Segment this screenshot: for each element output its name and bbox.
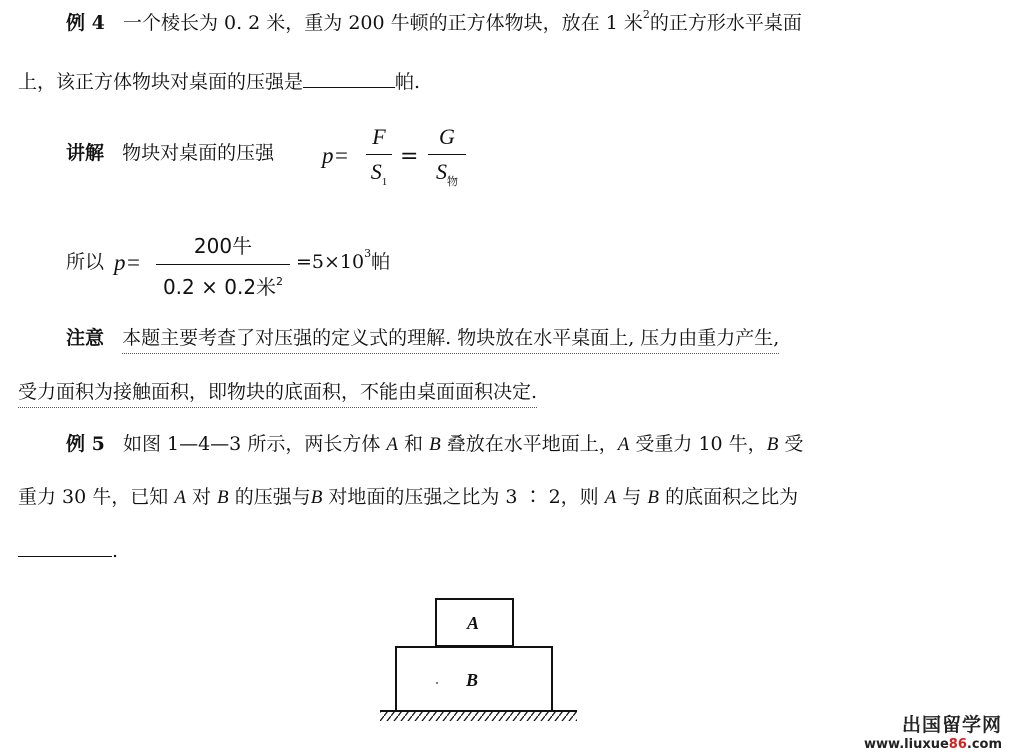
example-5-label: 例 5 [66,433,105,455]
var-b: B [429,434,441,455]
example-4-text-1b: 的正方形水平桌面 [649,12,802,34]
example-4-line-1 [66,8,802,34]
answer-blank-ex4 [303,87,395,88]
block-b-dot [436,682,438,684]
note-text-2: 受力面积为接触面积，即物块的底面积，不能由桌面面积决定. [18,381,537,408]
note-label: 注意 [66,327,105,349]
note-line-2 [18,383,537,402]
explanation-text: 物块对桌面的压强 [122,142,275,164]
therefore-label: 所以 [66,251,105,273]
fraction-f-denominator: $S_1$ [370,159,388,188]
explanation-equals: = [400,144,419,169]
therefore-result: $=5\times 10^3$帕 [296,247,391,273]
example-4-text-2b: 帕. [395,71,421,93]
example-4-text-1a: 一个棱长为 0. 2 米，重为 200 牛顿的正方体物块，放在 1 米 [122,12,643,34]
explanation-line [66,144,274,163]
example-5-line-1: 例 5 如图 1—4—3 所示，两长方体 A 和 B 叠放在水平地面上，A 受重力 10 牛，B 受 [66,433,804,455]
fraction-pressure [156,230,290,300]
example-4-exponent: 2 [642,8,650,21]
note-text-1: 本题主要考查了对压强的定义式的理解. 物块放在水平桌面上, 压力由重力产生, [122,327,779,354]
answer-blank-ex5 [18,556,112,557]
fraction-g-over-s [428,124,466,188]
watermark-url: www.liuxue86.com [864,737,1002,752]
example-4-text-2a: 上，该正方体物块对桌面的压强是 [18,71,304,93]
fraction-f-numerator: F [372,124,386,149]
example-5-line-2: 重力 30 牛，已知 A 对 B 的压强与B 对地面的压强之比为 3 ∶ 2，则 A 与 B 的底面积之比为 [18,486,799,508]
explanation-label: 讲解 [66,142,105,164]
note-line-1 [66,329,779,348]
pressure-denominator: 0.2 × 0.2米$^2$ [162,275,284,299]
var-a: A [386,434,398,455]
example-4-label: 例 4 [66,12,105,34]
block-b-label: B [466,670,479,690]
fraction-g-numerator: G [439,124,455,149]
pressure-numerator: 200牛 [193,234,253,258]
fraction-f-over-s1 [366,124,392,188]
watermark [864,710,1002,752]
watermark-cn: 出国留学网 [901,714,1002,736]
figure-stacked-blocks [370,590,590,730]
example-5-line-3: . [18,542,118,561]
fraction-g-denominator: $S_物$ [436,159,458,188]
ground-hatch [380,712,577,721]
explanation-p-eq: p= [322,143,350,168]
block-a-label: A [467,613,480,633]
therefore-p-eq: p= [114,250,142,275]
example-4-line-2 [18,73,420,92]
